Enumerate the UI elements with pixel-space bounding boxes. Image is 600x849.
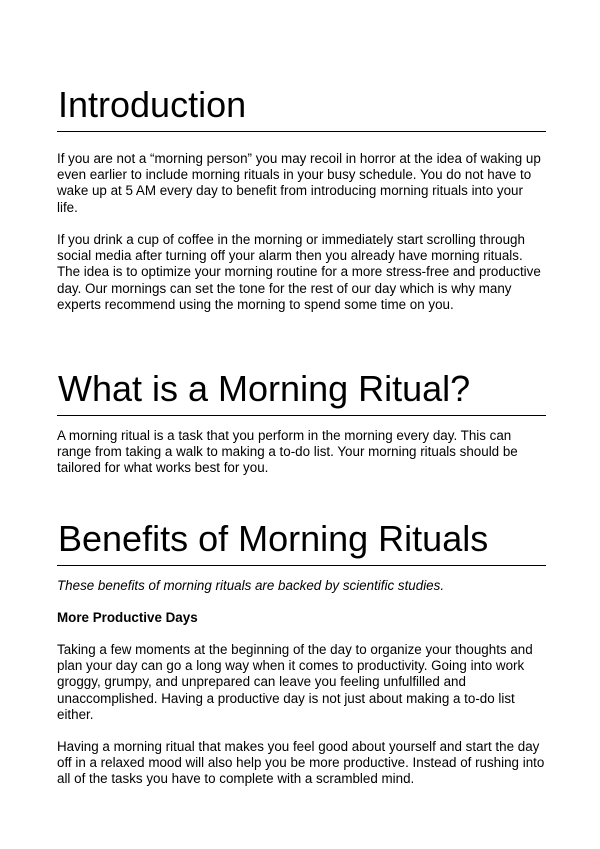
paragraph-morning-ritual-1: A morning ritual is a task that you perform in the morning every day. This can range from taking a walk to making a to-do list. Your morning rituals should be tailored for what works best for you. (57, 428, 518, 476)
paragraph-introduction-2: If you drink a cup of coffee in the morning or immediately start scrolling through social media after turning off your alarm then you already have morning rituals. The idea is to optimize your morning routine for a more stress-free and productive day. Our mornings can set the tone for the rest of our day which is why many experts recommend using the morning to spend some time on you. (57, 232, 541, 312)
heading-what-is-morning-ritual: What is a Morning Ritual? (57, 369, 546, 416)
paragraph-productive-2: Having a morning ritual that makes you feel good about yourself and start the day off in a relaxed mood will also help you be more productive. Instead of rushing into all of the tasks you have to complete with a scrambled mind. (57, 739, 545, 787)
paragraph-benefits-intro: These benefits of morning rituals are backed by scientific studies. (57, 578, 445, 593)
paragraph-introduction-1: If you are not a “morning person” you may recoil in horror at the idea of waking up even earlier to include morning rituals in your busy schedule. You do not have to wake up at 5 AM every day to benefit from introducing morning rituals into your life. (57, 151, 541, 215)
heading-benefits: Benefits of Morning Rituals (57, 519, 546, 566)
subheading-more-productive-days: More Productive Days (57, 610, 198, 625)
heading-introduction: Introduction (57, 85, 546, 132)
paragraph-productive-1: Taking a few moments at the beginning of the day to organize your thoughts and plan your day can go a long way when it comes to productivity. Going into work groggy, grumpy, and unprepared can leave you feeling unfulfilled and unaccomplished. Having a productive day is not just about making a to-do list either. (57, 642, 533, 722)
